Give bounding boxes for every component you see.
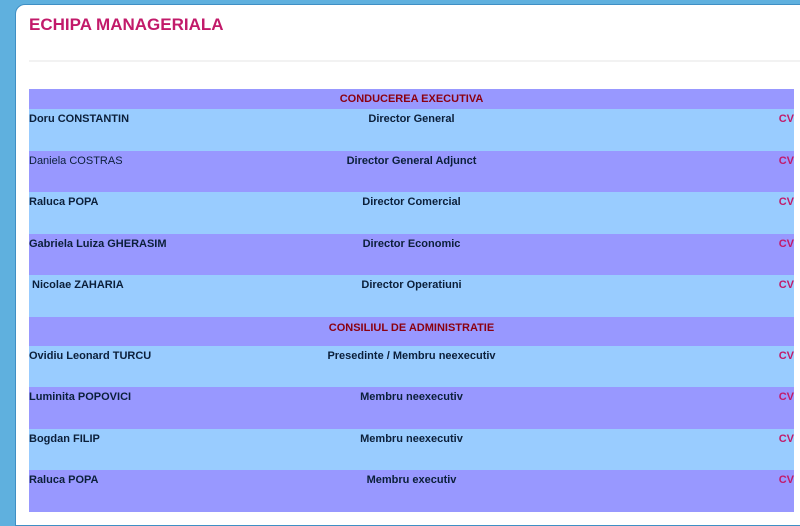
table-row (29, 470, 794, 512)
person-name: Ovidiu Leonard TURCU (29, 349, 152, 362)
cv-link[interactable]: CV (778, 196, 794, 208)
person-name: Daniela COSTRAS (29, 154, 123, 167)
table-row (29, 151, 794, 193)
content-panel (15, 4, 800, 526)
person-name: Raluca POPA (29, 196, 99, 208)
management-table (29, 89, 794, 512)
person-role: Director General (368, 113, 455, 125)
table-row (29, 346, 794, 388)
page-title: ECHIPA MANAGERIALA (29, 15, 224, 34)
table-row (29, 109, 794, 151)
section-header-executive: CONDUCEREA EXECUTIVA (29, 89, 794, 109)
table-row (29, 387, 794, 429)
person-name: Gabriela Luiza GHERASIM (29, 237, 167, 250)
table-row (29, 275, 794, 317)
person-role: Director Economic (362, 237, 461, 250)
section-header-board: CONSILIUL DE ADMINISTRATIE (29, 317, 794, 346)
person-name: Doru CONSTANTIN (29, 113, 130, 125)
cv-link[interactable]: CV (778, 432, 794, 445)
person-role: Membru neexecutiv (360, 391, 463, 403)
table-row (29, 429, 794, 471)
person-role: Director Comercial (362, 196, 461, 208)
cv-link[interactable]: CV (778, 391, 794, 403)
person-name: Nicolae ZAHARIA (29, 279, 124, 291)
cv-link[interactable]: CV (778, 279, 794, 291)
cv-link[interactable]: CV (778, 113, 794, 125)
cv-link[interactable]: CV (778, 474, 794, 486)
person-role: Director General Adjunct (346, 154, 477, 167)
cv-link[interactable]: CV (778, 237, 794, 250)
person-role: Membru neexecutiv (360, 432, 463, 445)
person-role: Presedinte / Membru neexecutiv (327, 349, 496, 362)
table-row (29, 192, 794, 234)
person-name: Luminita POPOVICI (29, 391, 132, 403)
person-name: Raluca POPA (29, 474, 99, 486)
person-role: Director Operatiuni (361, 279, 462, 291)
cv-link[interactable]: CV (778, 349, 794, 362)
table-row (29, 234, 794, 276)
cv-link[interactable]: CV (778, 154, 794, 167)
person-name: Bogdan FILIP (29, 432, 100, 445)
person-role: Membru executiv (366, 474, 457, 486)
title-divider (29, 60, 800, 62)
